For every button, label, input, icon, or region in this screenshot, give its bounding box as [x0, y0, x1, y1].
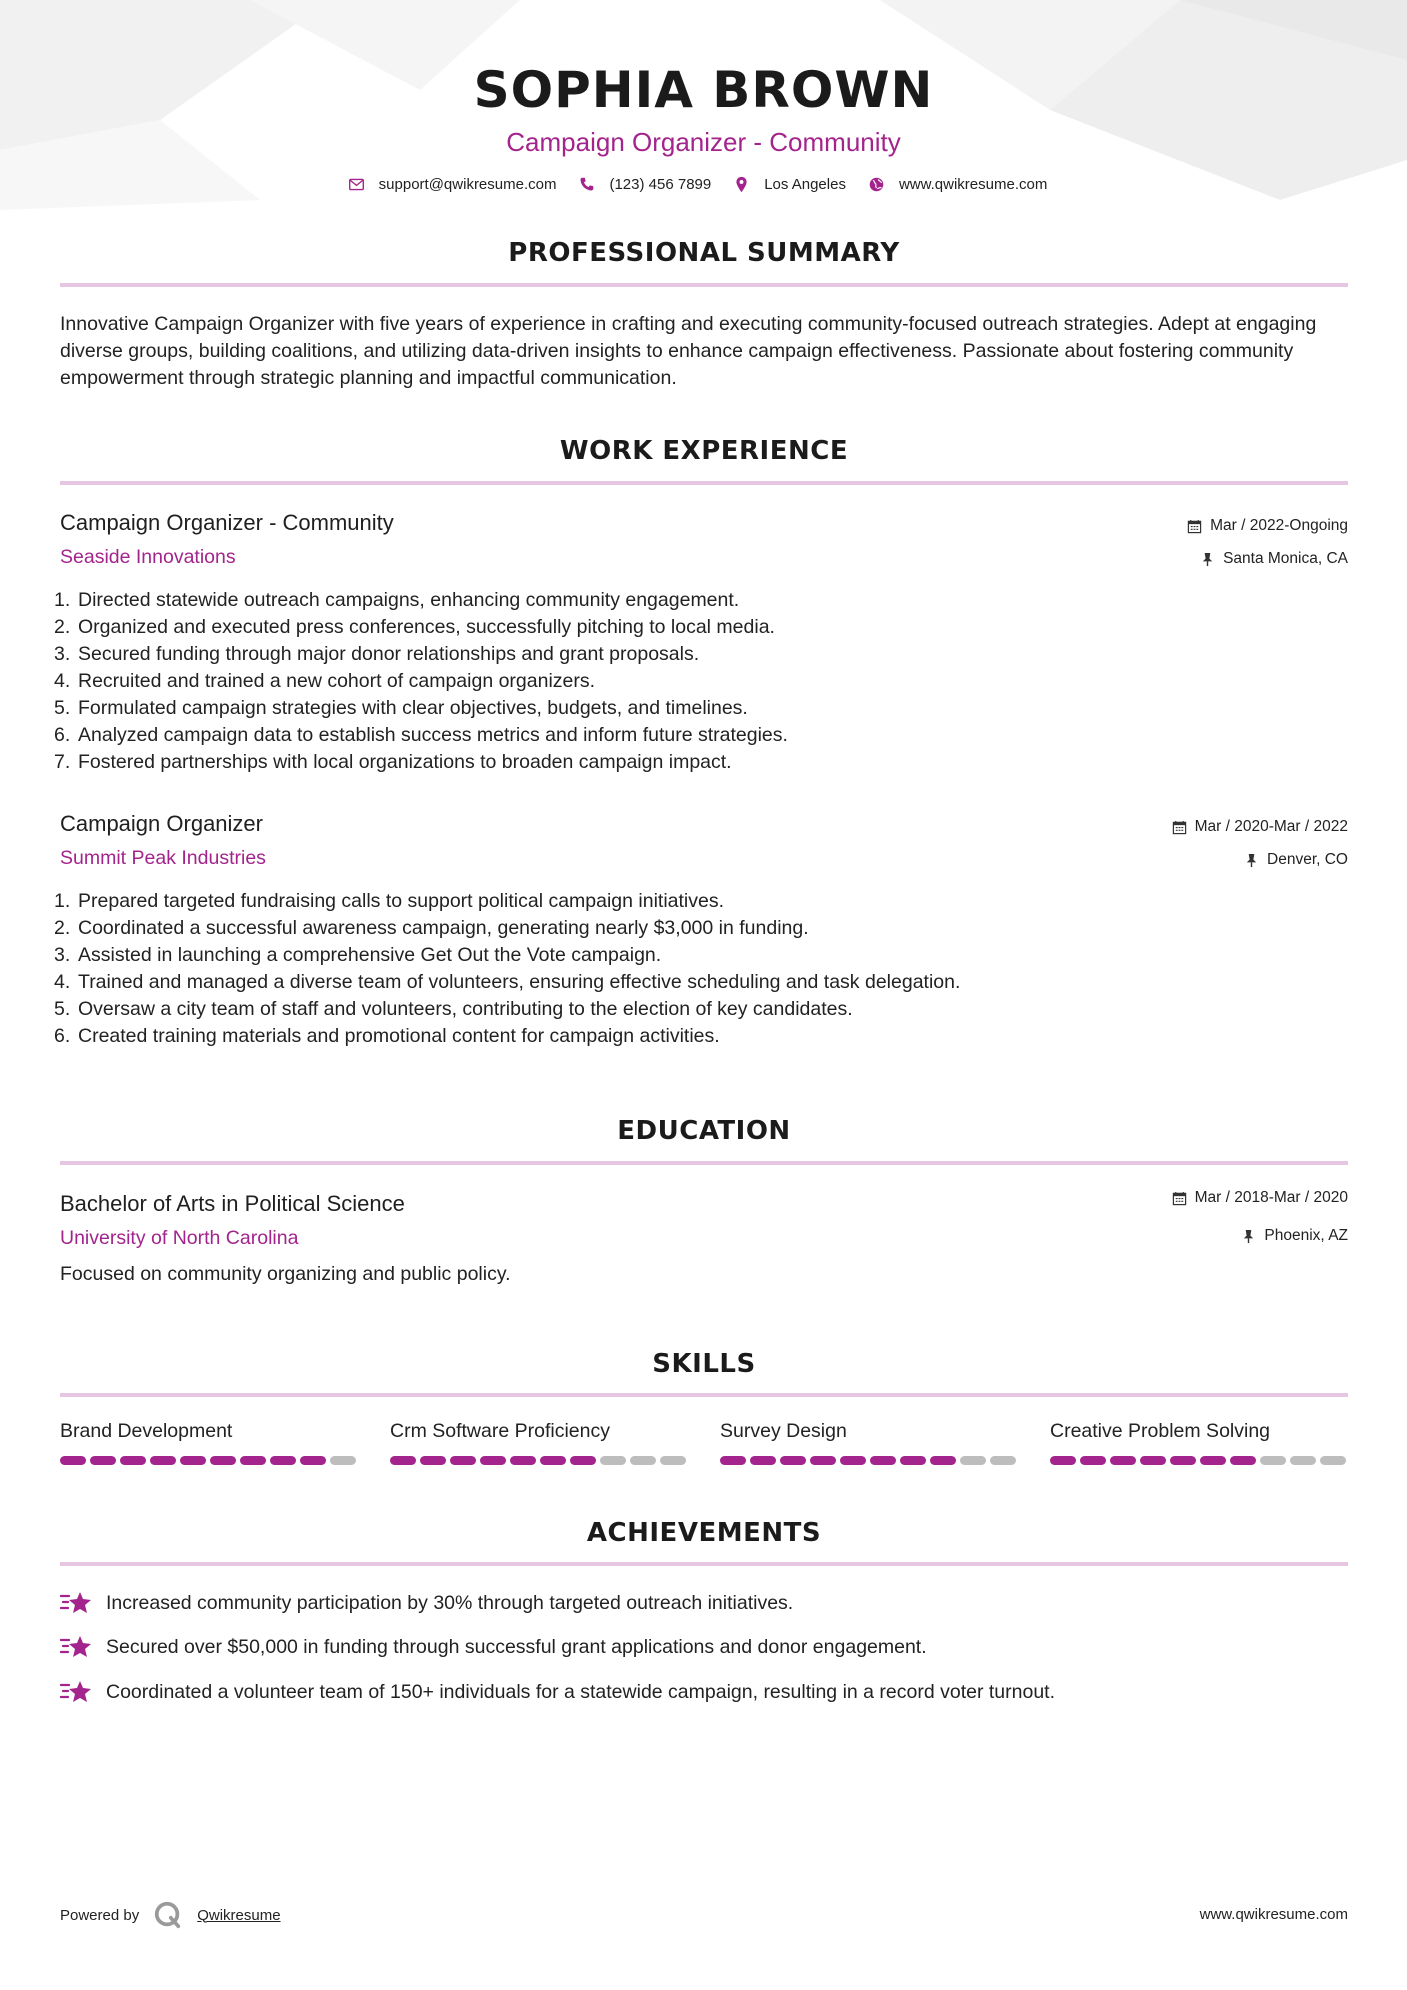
map-pin-icon	[733, 176, 750, 193]
skill-rating-bar	[390, 1456, 690, 1465]
skill-dot-filled	[420, 1456, 446, 1465]
skill-dot-empty	[630, 1456, 656, 1465]
skill-dot-filled	[930, 1456, 956, 1465]
list-item: 3. Secured funding through major donor relationships and grant proposals.	[54, 643, 700, 665]
contact-location	[733, 176, 846, 193]
skill-dot-empty	[1320, 1456, 1346, 1465]
job-responsibilities	[54, 888, 1344, 1050]
skill-dot-filled	[1170, 1456, 1196, 1465]
skill-dot-filled	[390, 1456, 416, 1465]
footer-website[interactable]: www.qwikresume.com	[1199, 1906, 1348, 1923]
pushpin-icon	[1200, 552, 1215, 567]
skill-item	[390, 1420, 690, 1465]
skill-dot-filled	[840, 1456, 866, 1465]
pushpin-icon	[1241, 1229, 1256, 1244]
education-degree: Bachelor of Arts in Political Science	[60, 1191, 405, 1216]
achievement-item	[60, 1634, 927, 1660]
shooting-star-icon	[60, 1634, 92, 1660]
skill-dot-empty	[660, 1456, 686, 1465]
list-item: 6. Created training materials and promotional content for campaign activities.	[54, 1025, 720, 1047]
skill-dot-filled	[1080, 1456, 1106, 1465]
job-title: Campaign Organizer - Community	[60, 510, 394, 535]
section-title-achievements: ACHIEVEMENTS	[586, 1518, 822, 1548]
list-item: 4. Recruited and trained a new cohort of campaign organizers.	[54, 670, 596, 692]
job-title: Campaign Organizer	[60, 811, 263, 836]
section-title-experience: WORK EXPERIENCE	[559, 436, 849, 466]
list-item: 1. Directed statewide outreach campaigns, enhancing community engagement.	[54, 589, 740, 611]
skill-dot-filled	[870, 1456, 896, 1465]
skill-dot-filled	[1140, 1456, 1166, 1465]
skill-dot-empty	[960, 1456, 986, 1465]
achievement-text: Secured over $50,000 in funding through successful grant applications and donor engagement.	[106, 1635, 927, 1658]
skill-dot-filled	[300, 1456, 326, 1465]
section-divider	[60, 1562, 1348, 1566]
education-dates	[1172, 1189, 1348, 1207]
candidate-title: Campaign Organizer - Community	[506, 127, 901, 157]
list-item: 5. Formulated campaign strategies with clear objectives, budgets, and timelines.	[54, 697, 748, 719]
education-location-text: Phoenix, AZ	[1264, 1227, 1348, 1244]
skill-dot-filled	[450, 1456, 476, 1465]
skill-dot-empty	[1260, 1456, 1286, 1465]
skill-item	[1050, 1420, 1350, 1465]
qwikresume-logo-icon	[153, 1900, 183, 1930]
section-divider	[60, 1393, 1348, 1397]
skill-dot-filled	[90, 1456, 116, 1465]
job-responsibilities	[54, 587, 1344, 776]
skill-item	[60, 1420, 360, 1465]
section-divider	[60, 481, 1348, 485]
skill-name: Survey Design	[720, 1420, 847, 1442]
pushpin-icon	[1244, 853, 1259, 868]
list-item: 2. Coordinated a successful awareness campaign, generating nearly $3,000 in funding.	[54, 917, 809, 939]
qwikresume-link[interactable]: Qwikresume	[197, 1906, 281, 1924]
calendar-icon	[1187, 519, 1202, 534]
skill-dot-filled	[120, 1456, 146, 1465]
calendar-icon	[1172, 1191, 1187, 1206]
skill-name: Creative Problem Solving	[1050, 1420, 1271, 1442]
skill-dot-filled	[1230, 1456, 1256, 1465]
contact-website[interactable]	[868, 176, 1047, 193]
skill-dot-filled	[780, 1456, 806, 1465]
skill-dot-empty	[990, 1456, 1016, 1465]
footer-powered-by	[60, 1900, 281, 1930]
achievement-item	[60, 1590, 793, 1616]
email-text: support@qwikresume.com	[378, 176, 557, 193]
calendar-icon	[1172, 820, 1187, 835]
envelope-icon	[348, 176, 365, 193]
skill-dot-filled	[270, 1456, 296, 1465]
section-divider	[60, 1161, 1348, 1165]
list-item: 2. Organized and executed press conferences, successfully pitching to local media.	[54, 616, 775, 638]
skill-dot-filled	[60, 1456, 86, 1465]
skill-dot-filled	[750, 1456, 776, 1465]
contact-bar	[0, 176, 1407, 193]
section-title-skills: SKILLS	[652, 1349, 756, 1379]
achievement-item	[60, 1679, 1055, 1705]
education-location	[1241, 1227, 1348, 1245]
resume-header	[0, 58, 1407, 193]
job-dates-text: Mar / 2020-Mar / 2022	[1194, 818, 1348, 835]
achievement-text: Coordinated a volunteer team of 150+ individuals for a statewide campaign, resulting in a record voter turnout.	[106, 1680, 1056, 1703]
skill-dot-filled	[570, 1456, 596, 1465]
powered-by-label: Powered by	[60, 1906, 140, 1924]
skill-dot-filled	[1050, 1456, 1076, 1465]
education-school: University of North Carolina	[60, 1227, 299, 1249]
globe-icon	[868, 176, 885, 193]
skill-dot-filled	[480, 1456, 506, 1465]
phone-text: (123) 456 7899	[609, 176, 712, 193]
skill-dot-empty	[600, 1456, 626, 1465]
skill-dot-filled	[720, 1456, 746, 1465]
list-item: 7. Fostered partnerships with local organizations to broaden campaign impact.	[54, 751, 732, 773]
contact-phone[interactable]	[578, 176, 711, 193]
skill-dot-filled	[900, 1456, 926, 1465]
skill-dot-filled	[1200, 1456, 1226, 1465]
list-item: 1. Prepared targeted fundraising calls to support political campaign initiatives.	[54, 890, 725, 912]
job-location-text: Santa Monica, CA	[1223, 550, 1348, 567]
job-location	[1244, 851, 1348, 869]
skill-dot-filled	[210, 1456, 236, 1465]
education-description: Focused on community organizing and public policy.	[60, 1263, 511, 1285]
skill-name: Brand Development	[60, 1420, 233, 1442]
list-item: 6. Analyzed campaign data to establish success metrics and inform future strategies.	[54, 724, 788, 746]
skill-rating-bar	[60, 1456, 360, 1465]
skill-dot-filled	[1110, 1456, 1136, 1465]
skill-dot-empty	[1290, 1456, 1316, 1465]
job-location-text: Denver, CO	[1267, 851, 1348, 868]
achievement-text: Increased community participation by 30% through targeted outreach initiatives.	[106, 1591, 794, 1614]
job-dates	[1187, 517, 1348, 535]
skill-name: Crm Software Proficiency	[390, 1420, 610, 1442]
education-dates-text: Mar / 2018-Mar / 2020	[1194, 1189, 1348, 1206]
skill-dot-filled	[810, 1456, 836, 1465]
section-title-summary: PROFESSIONAL SUMMARY	[508, 238, 900, 268]
website-text: www.qwikresume.com	[898, 176, 1048, 193]
skill-item	[720, 1420, 1020, 1465]
job-company: Seaside Innovations	[60, 546, 236, 568]
list-item: 3. Assisted in launching a comprehensive Get Out the Vote campaign.	[54, 944, 662, 966]
job-location	[1200, 550, 1348, 568]
candidate-name: SOPHIA BROWN	[473, 61, 934, 119]
section-title-education: EDUCATION	[617, 1116, 791, 1146]
skill-rating-bar	[1050, 1456, 1350, 1465]
skill-dot-filled	[150, 1456, 176, 1465]
job-dates-text: Mar / 2022-Ongoing	[1210, 517, 1348, 534]
job-company: Summit Peak Industries	[60, 847, 266, 869]
shooting-star-icon	[60, 1590, 92, 1616]
contact-email[interactable]	[348, 176, 557, 193]
skill-dot-filled	[240, 1456, 266, 1465]
summary-text: Innovative Campaign Organizer with five years of experience in crafting and executing community-focused outreach strategies. Adept at engaging diverse groups, building coalitions, and utilizing data-driven insights to enhance campaign effectiveness. Passionate about fostering community empowerment through strategic planning and impactful communication.	[60, 313, 1317, 389]
skill-dot-filled	[180, 1456, 206, 1465]
job-dates	[1172, 818, 1348, 836]
list-item: 4. Trained and managed a diverse team of volunteers, ensuring effective scheduling and task delegation.	[54, 971, 961, 993]
skill-rating-bar	[720, 1456, 1020, 1465]
list-item: 5. Oversaw a city team of staff and volunteers, contributing to the election of key candidates.	[54, 998, 853, 1020]
location-text: Los Angeles	[764, 176, 846, 193]
skill-dot-filled	[510, 1456, 536, 1465]
phone-icon	[578, 176, 595, 193]
shooting-star-icon	[60, 1679, 92, 1705]
skill-dot-filled	[540, 1456, 566, 1465]
section-divider	[60, 283, 1348, 287]
skills-list	[60, 1420, 1350, 1465]
skill-dot-empty	[330, 1456, 356, 1465]
